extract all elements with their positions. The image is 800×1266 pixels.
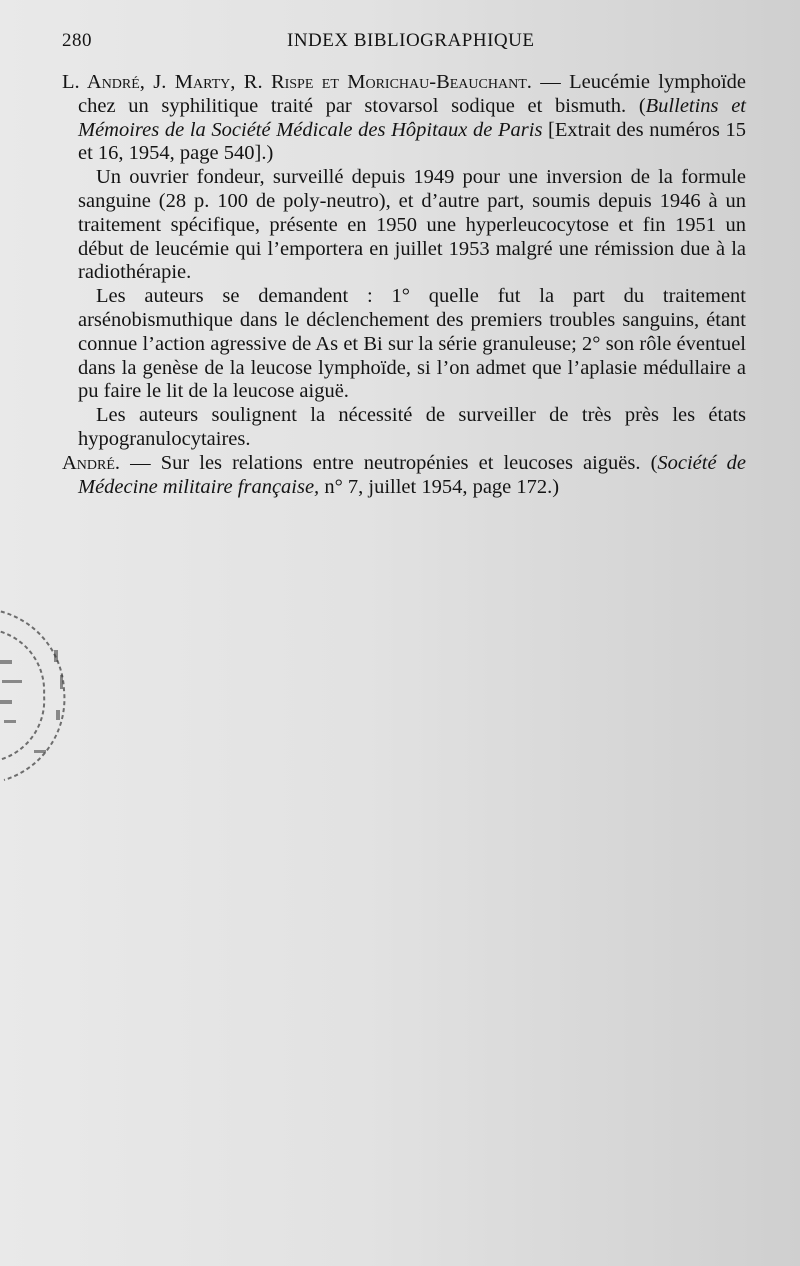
source-open-paren: ( [638,94,646,117]
library-stamp-icon [0,600,84,790]
entry-dash: — [531,71,570,93]
bibliography-content [62,71,746,499]
entry-source-details: n° 7, juillet 1954, page 172.) [319,475,560,498]
entry-authors: André. [62,451,121,474]
entry-source-details: [Extrait des numéros 15 et 16, 1954, page 540].) [78,118,746,165]
abstract-paragraph: Les auteurs soulignent la nécessité de surveiller de très près les états hypogranulocytaires. [78,404,746,450]
bibliography-entry [62,452,746,500]
entry-dash: — [120,451,161,474]
abstract-paragraph: Un ouvrier fondeur, surveillé depuis 1949 pour une inversion de la formule sanguine (28 p. 100 de poly-neutro), et d’autre part, soumis depuis 1946 à un traitement spécifique, présente en 1950 une hyperleucocytose et fin 1951 un début de leucémie qui l’emportera en juillet 1953 malgré une rémission due à la radiothérapie. [78,166,746,284]
abstract-paragraph: Les auteurs se demandent : 1° quelle fut la part du traitement arsénobismuthique dans le déclenchement des premiers troubles sanguins, étant connue l’action agressive de As et Bi sur la série granuleuse; 2° son rôle éventuel dans la genèse de la leucose lymphoïde, si l’on admet que l’aplasie médullaire a pu faire le lit de la leucose aiguë. [78,285,746,403]
entry-abstract [62,166,746,452]
page-number: 280 [62,30,92,51]
entry-authors: L. André, J. Marty, R. Rispe et Morichau-Beauchant. [62,71,532,93]
entry-title: Sur les relations entre neutropénies et leucoses aiguës. [160,451,651,474]
bibliography-entry [62,71,746,166]
entry-title: Leucémie lymphoïde chez un syphilitique traité par stovarsol sodique et bismuth. [78,71,746,117]
entry-source-journal: Société de Médecine militaire française, [78,451,746,498]
entry-source-journal: Bulletins et Mémoires de la Société Médicale des Hôpitaux de Paris [78,94,746,141]
running-title: INDEX BIBLIOGRAPHIQUE [287,30,535,51]
source-open-paren: ( [650,451,658,474]
